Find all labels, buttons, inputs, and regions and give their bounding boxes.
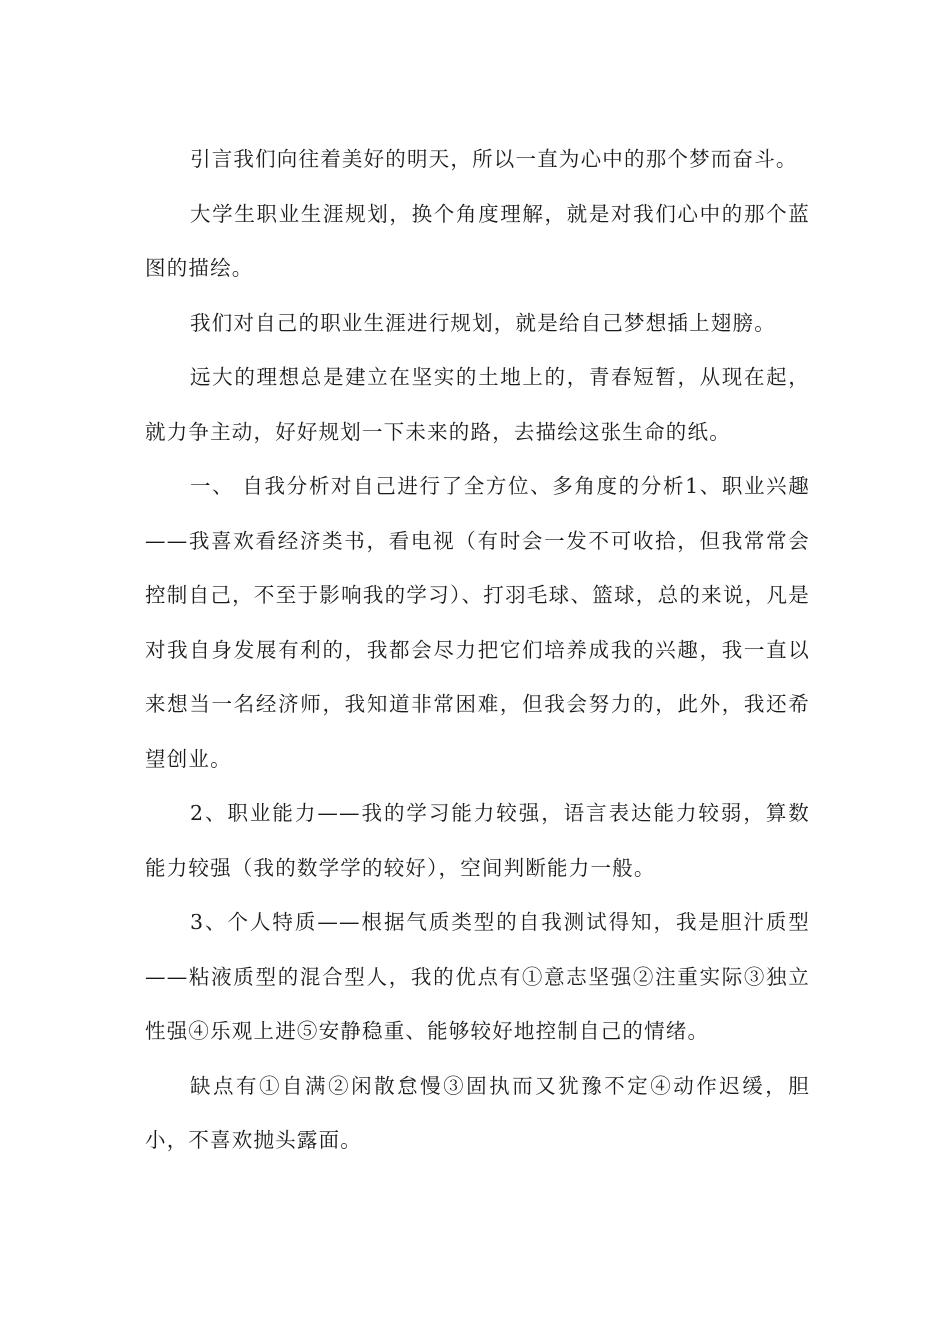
paragraph-ideals: 远大的理想总是建立在坚实的土地上的，青春短暂，从现在起，就力争主动，好好规划一下未来的路，去描绘这张生命的纸。 (145, 365, 810, 444)
paragraph-career-ability: 2、职业能力——我的学习能力较强，语言表达能力较弱，算数能力较强（我的数学学的较好），空间判断能力一般。 (145, 801, 810, 880)
paragraph-self-analysis: 一、 自我分析对自己进行了全方位、多角度的分析1、职业兴趣——我喜欢看经济类书，看电视（有时会一发不可收拾，但我常常会控制自己，不至于影响我的学习）、打羽毛球、篮球，总的来说，凡是对我自身发展有利的，我都会尽力把它们培养成我的兴趣，我一直以来想当一名经济师，我知道非常困难，但我会努力的，此外，我还希望创业。 (145, 474, 810, 771)
document-body (145, 132, 810, 1168)
paragraph-personal-traits: 3、个人特质——根据气质类型的自我测试得知，我是胆汁质型——粘液质型的混合型人，我的优点有①意志坚强②注重实际③独立性强④乐观上进⑤安静稳重、能够较好地控制自己的情绪。 (145, 910, 810, 1043)
paragraph-weaknesses: 缺点有①自满②闲散怠慢③固执而又犹豫不定④动作迟缓，胆小，不喜欢抛头露面。 (145, 1073, 810, 1152)
paragraph-career-planning: 大学生职业生涯规划，换个角度理解，就是对我们心中的那个蓝图的描绘。 (145, 201, 810, 280)
paragraph-intro: 引言我们向往着美好的明天，所以一直为心中的那个梦而奋斗。 (190, 147, 798, 171)
paragraph-wings: 我们对自己的职业生涯进行规划，就是给自己梦想插上翅膀。 (190, 310, 776, 335)
